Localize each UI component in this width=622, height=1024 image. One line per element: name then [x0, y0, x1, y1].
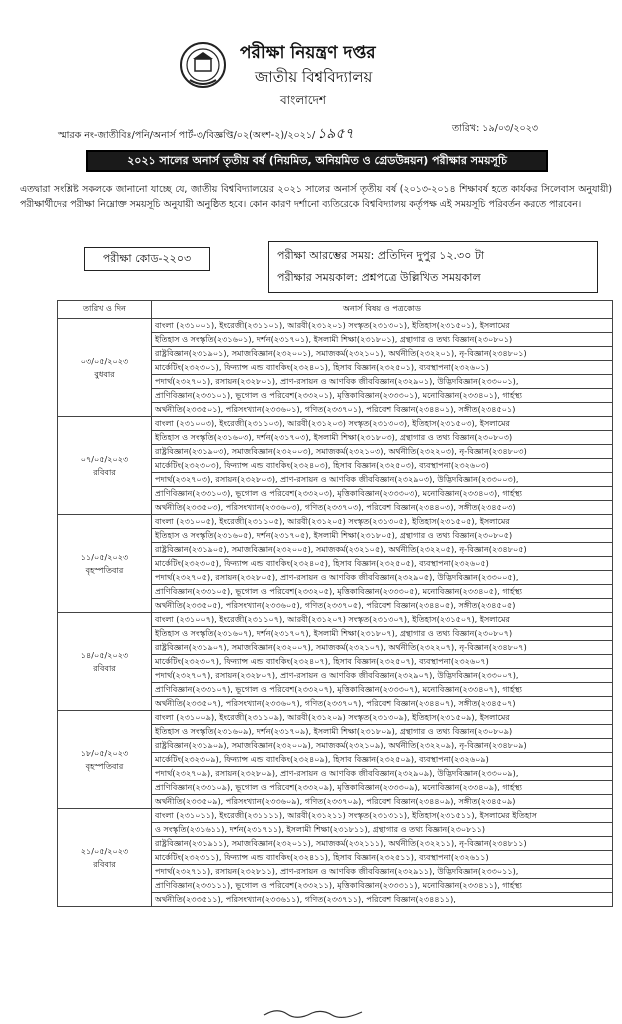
university-seal-icon [178, 40, 228, 90]
subject-line: পদার্থ(২৩২৭০৭), রসায়ন(২৩২৮০৭), প্রাণ-রসায়ন ও আণবিক জীববিজ্ঞান(২৩২৯০৭), উদ্ভিদবিজ্ঞান(২৩৩০০৭), [152, 669, 613, 683]
exam-code-box: পরীক্ষা কোড-২২০৩ [84, 247, 210, 271]
office-title: পরীক্ষা নিয়ন্ত্রণ দপ্তর [240, 43, 376, 63]
subject-line: মার্কেটিং(২৩২৩০৭), ফিন্যান্স এন্ড ব্যাংকিং(২৩২৪০৭), হিসাব বিজ্ঞান(২৩২৫০৭), ব্যবস্থাপনা(২৩২৬০৭) [152, 655, 613, 669]
subject-line: অর্থনীতি(২৩৩৫০৩), পরিসংখ্যান(২৩৩৬০৩), গণিত(২৩৩৭০৩), পরিবেশ বিজ্ঞান(২৩৪৪০৩), সঙ্গীত(২৩৪৫০৩) [152, 501, 613, 515]
exam-date: ০৩/০৫/২০২৩ [80, 355, 129, 366]
subject-line: রাষ্ট্রবিজ্ঞান(২৩১৯১১), সমাজবিজ্ঞান(২৩২০১১), সমাজকর্ম(২৩২১১১), অর্থনীতি(২৩২২১১), নৃ-বিজ্ঞান(২৩৪৮১১) [152, 837, 613, 851]
subject-line: বাংলা (২৩১০০৭), ইংরেজী(২৩১১০৭), আরবী(২৩১২০৭) সংস্কৃত(২৩১৩০৭), ইতিহাস(২৩১৫০৭), ইসলামের [152, 613, 613, 627]
table-header-row [58, 301, 613, 319]
exam-date-cell [58, 417, 152, 515]
subject-line: প্রাণিবিজ্ঞান(২৩৩১১১), ভূগোল ও পরিবেশ(২৩৩২১১), মৃত্তিকাবিজ্ঞান(২৩৩৩১১), মনোবিজ্ঞান(২৩৩৪১১), গার্হস্থ্য [152, 879, 613, 893]
table-row [58, 809, 613, 823]
exam-date-cell [58, 711, 152, 809]
exam-date: ০৭/০৫/২০২৩ [80, 453, 129, 464]
exam-day: বৃহস্পতিবার [85, 760, 124, 771]
exam-date-cell [58, 809, 152, 907]
subject-line: বাংলা (২৩১০০১), ইংরেজী(২৩১১০১), আরবী(২৩১২০১) সংস্কৃত(২৩১৩০১), ইতিহাস(২৩১৫০১), ইসলামের [152, 319, 613, 333]
subject-line: মার্কেটিং(২৩২৩০৩), ফিন্যান্স এন্ড ব্যাংকিং(২৩২৪০৩), হিসাব বিজ্ঞান(২৩২৫০৩), ব্যবস্থাপনা(২৩২৬০৩) [152, 459, 613, 473]
subject-line: ইতিহাস ও সংস্কৃতি(২৩১৬০৩), দর্শন(২৩১৭০৩), ইসলামী শিক্ষা(২৩১৮০৩), গ্রন্থাগার ও তথ্য বিজ্ঞান(২৩০৮০৩) [152, 431, 613, 445]
subject-line: বাংলা (২৩১০০৩), ইংরেজী(২৩১১০৩), আরবী(২৩১২০৩) সংস্কৃত(২৩১৩০৩), ইতিহাস(২৩১৫০৩), ইসলামের [152, 417, 613, 431]
subject-line: প্রাণিবিজ্ঞান(২৩৩১০৯), ভূগোল ও পরিবেশ(২৩৩২০৯), মৃত্তিকাবিজ্ঞান(২৩৩৩০৯), মনোবিজ্ঞান(২৩৩৪০৯), গার্হস্থ্য [152, 781, 613, 795]
subject-line: অর্থনীতি(২৩৩৫০৯), পরিসংখ্যান(২৩৩৬০৯), গণিত(২৩৩৭০৯), পরিবেশ বিজ্ঞান(২৩৪৪০৯), সঙ্গীত(২৩৪৫০৯) [152, 795, 613, 809]
subject-line: পদার্থ(২৩২৭০৩), রসায়ন(২৩২৮০৩), প্রাণ-রসায়ন ও আণবিক জীববিজ্ঞান(২৩২৯০৩), উদ্ভিদবিজ্ঞান(২৩৩০০৩), [152, 473, 613, 487]
exam-date-cell [58, 319, 152, 417]
subject-line: প্রাণিবিজ্ঞান(২৩৩১০৩), ভূগোল ও পরিবেশ(২৩৩২০৩), মৃত্তিকাবিজ্ঞান(২৩৩৩০৩), মনোবিজ্ঞান(২৩৩৪০৩), গার্হস্থ্য [152, 487, 613, 501]
subject-line: মার্কেটিং(২৩২৩১১), ফিন্যান্স এন্ড ব্যাংকিং(২৩২৪১১), হিসাব বিজ্ঞান(২৩২৫১১), ব্যবস্থাপনা(২৩২৬১১) [152, 851, 613, 865]
exam-day: রবিবার [93, 466, 116, 477]
university-name: জাতীয় বিশ্ববিদ্যালয় [255, 68, 373, 86]
subject-line: মার্কেটিং(২৩২৩০৯), ফিন্যান্স এন্ড ব্যাংকিং(২৩২৪০৯), হিসাব বিজ্ঞান(২৩২৫০৯), ব্যবস্থাপনা(২৩২৬০৯) [152, 753, 613, 767]
exam-duration: পরীক্ষার সময়কাল: প্রশ্নপত্রে উল্লিখিত সময়কাল [277, 271, 481, 284]
subject-line: রাষ্ট্রবিজ্ঞান(২৩১৯০১), সমাজবিজ্ঞান(২৩২০০১), সমাজকর্ম(২৩২১০১), অর্থনীতি(২৩২২০১), নৃ-বিজ্ঞান(২৩৪৮০১) [152, 347, 613, 361]
intro-paragraph: এতদ্বারা সংশ্লিষ্ট সকলকে জানানো যাচ্ছে যে, জাতীয় বিশ্ববিদ্যালয়ের ২০২১ সালের অনার্স তৃতীয় বর্ষ (২০১৩-২০১৪ শিক্ষাবর্ষ হতে কার্যকর সিলেবাস অনুযায়ী) পরীক্ষার্থীদের পরীক্ষা নিম্নোক্ত সময়সূচি অনুযায়ী অনুষ্ঠিত হবে। কোন কারণ দর্শানো ব্যতিরেকে বিশ্ববিদ্যালয় কর্তৃপক্ষ এই সময়সূচি পরিবর্তন করতে পারবেন। [20, 184, 612, 210]
subject-line: পদার্থ(২৩২৭০৯), রসায়ন(২৩২৮০৯), প্রাণ-রসায়ন ও আণবিক জীববিজ্ঞান(২৩২৯০৯), উদ্ভিদবিজ্ঞান(২৩৩০০৯), [152, 767, 613, 781]
subject-line: অর্থনীতি(২৩৩৫১১), পরিসংখ্যান(২৩৩৬১১), গণিত(২৩৩৭১১), পরিবেশ বিজ্ঞান(২৩৪৪১১), [152, 893, 613, 907]
subject-line: রাষ্ট্রবিজ্ঞান(২৩১৯০৭), সমাজবিজ্ঞান(২৩২০০৭), সমাজকর্ম(২৩২১০৭), অর্থনীতি(২৩২২০৭), নৃ-বিজ্ঞান(২৩৪৮০৭) [152, 641, 613, 655]
subject-line: প্রাণিবিজ্ঞান(২৩৩১০৭), ভূগোল ও পরিবেশ(২৩৩২০৭), মৃত্তিকাবিজ্ঞান(২৩৩৩০৭), মনোবিজ্ঞান(২৩৩৪০৭), গার্হস্থ্য [152, 683, 613, 697]
header-date: তারিখ ও দিন [58, 301, 152, 319]
subject-line: পদার্থ(২৩২৭০১), রসায়ন(২৩২৮০১), প্রাণ-রসায়ন ও আণবিক জীববিজ্ঞান(২৩২৯০১), উদ্ভিদবিজ্ঞান(২৩৩০০১), [152, 375, 613, 389]
exam-day: বৃহস্পতিবার [85, 564, 124, 575]
schedule-banner: ২০২১ সালের অনার্স তৃতীয় বর্ষ (নিয়মিত, অনিয়মিত ও গ্রেডউন্নয়ন) পরীক্ষার সময়সূচি [86, 150, 548, 172]
header-subject: অনার্স বিষয় ও পত্রকোড [152, 301, 613, 319]
subject-line: বাংলা (২৩১০০৯), ইংরেজী(২৩১১০৯), আরবী(২৩১২০৯) সংস্কৃত(২৩১৩০৯), ইতিহাস(২৩১৫০৯), ইসলামের [152, 711, 613, 725]
subject-line: পদার্থ(২৩২৭০৫), রসায়ন(২৩২৮০৫), প্রাণ-রসায়ন ও আণবিক জীববিজ্ঞান(২৩২৯০৫), উদ্ভিদবিজ্ঞান(২৩৩০০৫), [152, 571, 613, 585]
exam-date-cell [58, 613, 152, 711]
subject-line: অর্থনীতি(২৩৩৫০১), পরিসংখ্যান(২৩৩৬০১), গণিত(২৩৩৭০১), পরিবেশ বিজ্ঞান(২৩৪৪০১), সঙ্গীত(২৩৪৫০১) [152, 403, 613, 417]
memo-number [58, 122, 354, 146]
subject-line: অর্থনীতি(২৩৩৫০৫), পরিসংখ্যান(২৩৩৬০৫), গণিত(২৩৩৭০৫), পরিবেশ বিজ্ঞান(২৩৪৪০৫), সঙ্গীত(২৩৪৫০৫) [152, 599, 613, 613]
memo-handwritten-number: ১৯৫৭ [317, 126, 354, 142]
exam-date: ২১/০৫/২০২৩ [80, 845, 129, 856]
subject-line: পদার্থ(২৩২৭১১), রসায়ন(২৩২৮১১), প্রাণ-রসায়ন ও আণবিক জীববিজ্ঞান(২৩২৯১১), উদ্ভিদবিজ্ঞান(২৩৩০১১), [152, 865, 613, 879]
subject-line: রাষ্ট্রবিজ্ঞান(২৩১৯০৯), সমাজবিজ্ঞান(২৩২০০৯), সমাজকর্ম(২৩২১০৯), অর্থনীতি(২৩২২০৯), নৃ-বিজ্ঞান(২৩৪৮০৯) [152, 739, 613, 753]
exam-date: ১৮/০৫/২০২৩ [80, 747, 129, 758]
exam-start-time: পরীক্ষা আরম্ভের সময়: প্রতিদিন দুপুর ১২.৩০ টা [277, 249, 485, 262]
subject-line: মার্কেটিং(২৩২৩০১), ফিন্যান্স এন্ড ব্যাংকিং(২৩২৪০১), হিসাব বিজ্ঞান(২৩২৫০১), ব্যবস্থাপনা(২৩২৬০১) [152, 361, 613, 375]
table-row [58, 515, 613, 529]
exam-day: বুধবার [94, 368, 115, 379]
exam-time-box [268, 241, 598, 293]
subject-line: রাষ্ট্রবিজ্ঞান(২৩১৯০৩), সমাজবিজ্ঞান(২৩২০০৩), সমাজকর্ম(২৩২১০৩), অর্থনীতি(২৩২২০৩), নৃ-বিজ্ঞান(২৩৪৮০৩) [152, 445, 613, 459]
schedule-table [57, 300, 613, 907]
subject-line: প্রাণিবিজ্ঞান(২৩৩১০১), ভূগোল ও পরিবেশ(২৩৩২০১), মৃত্তিকাবিজ্ঞান(২৩৩৩০১), মনোবিজ্ঞান(২৩৩৪০১), গার্হস্থ্য [152, 389, 613, 403]
subject-line: ইতিহাস ও সংস্কৃতি(২৩১৬০৭), দর্শন(২৩১৭০৭), ইসলামী শিক্ষা(২৩১৮০৭), গ্রন্থাগার ও তথ্য বিজ্ঞান(২৩০৮০৭) [152, 627, 613, 641]
exam-date: ১৪/০৫/২০২৩ [80, 649, 129, 660]
exam-day: রবিবার [93, 662, 116, 673]
signature-icon [262, 1007, 372, 1019]
subject-line: ও সংস্কৃতি(২৩১৬১১), দর্শন(২৩১৭১১), ইসলামী শিক্ষা(২৩১৮১১), গ্রন্থাগার ও তথ্য বিজ্ঞান(২৩০৮১১) [152, 823, 613, 837]
subject-line: রাষ্ট্রবিজ্ঞান(২৩১৯০৫), সমাজবিজ্ঞান(২৩২০০৫), সমাজকর্ম(২৩২১০৫), অর্থনীতি(২৩২২০৫), নৃ-বিজ্ঞান(২৩৪৮০৫) [152, 543, 613, 557]
subject-line: প্রাণিবিজ্ঞান(২৩৩১০৫), ভূগোল ও পরিবেশ(২৩৩২০৫), মৃত্তিকাবিজ্ঞান(২৩৩৩০৫), মনোবিজ্ঞান(২৩৩৪০৫), গার্হস্থ্য [152, 585, 613, 599]
subject-line: ইতিহাস ও সংস্কৃতি(২৩১৬০৯), দর্শন(২৩১৭০৯), ইসলামী শিক্ষা(২৩১৮০৯), গ্রন্থাগার ও তথ্য বিজ্ঞান(২৩০৮০৯) [152, 725, 613, 739]
subject-line: বাংলা (২৩১০০৫), ইংরেজী(২৩১১০৫), আরবী(২৩১২০৫) সংস্কৃত(২৩১৩০৫), ইতিহাস(২৩১৫০৫), ইসলামের [152, 515, 613, 529]
memo-text: স্মারক নং-জাতীবিঃ/পনি/অনার্স পার্ট-৩/বিজ্ঞপ্তি/০২(অংশ-২)/২০২১/ [58, 130, 316, 141]
table-row [58, 319, 613, 333]
country-name: বাংলাদেশ [280, 93, 326, 107]
subject-line: বাংলা (২৩১০১১), ইংরেজী(২৩১১১১), আরবী(২৩১২১১) সংস্কৃত(২৩১৩১১), ইতিহাস(২৩১৫১১), ইসলামের ইতিহাস [152, 809, 613, 823]
letterhead [0, 0, 622, 140]
table-row [58, 711, 613, 725]
subject-line: মার্কেটিং(২৩২৩০৫), ফিন্যান্স এন্ড ব্যাংকিং(২৩২৪০৫), হিসাব বিজ্ঞান(২৩২৫০৫), ব্যবস্থাপনা(২৩২৬০৫) [152, 557, 613, 571]
subject-line: অর্থনীতি(২৩৩৫০৭), পরিসংখ্যান(২৩৩৬০৭), গণিত(২৩৩৭০৭), পরিবেশ বিজ্ঞান(২৩৪৪০৭), সঙ্গীত(২৩৪৫০৭) [152, 697, 613, 711]
exam-day: রবিবার [93, 858, 116, 869]
issue-date: তারিখ: ১৯/০৩/২০২৩ [452, 123, 539, 134]
table-row [58, 613, 613, 627]
exam-date: ১১/০৫/২০২৩ [80, 551, 129, 562]
table-row [58, 417, 613, 431]
subject-line: ইতিহাস ও সংস্কৃতি(২৩১৬০১), দর্শন(২৩১৭০১), ইসলামী শিক্ষা(২৩১৮০১), গ্রন্থাগার ও তথ্য বিজ্ঞান(২৩০৮০১) [152, 333, 613, 347]
subject-line: ইতিহাস ও সংস্কৃতি(২৩১৬০৫), দর্শন(২৩১৭০৫), ইসলামী শিক্ষা(২৩১৮০৫), গ্রন্থাগার ও তথ্য বিজ্ঞান(২৩০৮০৫) [152, 529, 613, 543]
exam-date-cell [58, 515, 152, 613]
